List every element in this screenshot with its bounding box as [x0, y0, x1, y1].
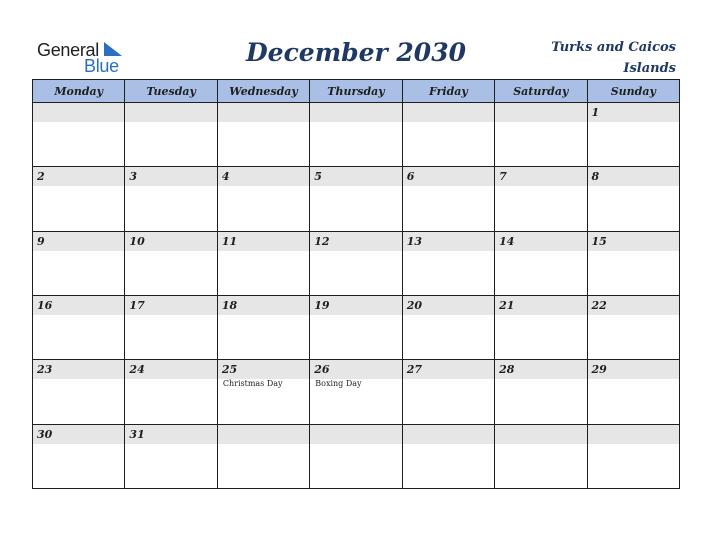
day-number: 14 [499, 234, 515, 248]
day-number-bar [125, 360, 216, 379]
day-number: 18 [221, 298, 238, 312]
holiday-label: Christmas Day [222, 379, 283, 389]
day-cell [125, 360, 217, 424]
day-cell [217, 167, 309, 231]
day-number-bar [310, 360, 401, 379]
day-cell [125, 103, 217, 167]
day-number-bar [588, 360, 679, 379]
day-cell [310, 360, 402, 424]
day-cell [587, 360, 679, 424]
day-cell [310, 231, 402, 295]
day-cell [587, 424, 679, 488]
day-cell [125, 295, 217, 359]
day-cell [217, 360, 309, 424]
day-number: 30 [37, 427, 53, 441]
day-cell [33, 424, 125, 488]
day-number: 6 [406, 170, 415, 184]
day-number-bar [33, 296, 124, 315]
day-number-bar [495, 296, 586, 315]
day-cell [217, 231, 309, 295]
day-cell [33, 103, 125, 167]
day-number-bar [125, 103, 216, 122]
day-number: 17 [129, 298, 145, 312]
calendar-title: December 2030 [245, 38, 466, 67]
day-number: 24 [129, 363, 145, 377]
day-cell [495, 424, 587, 488]
day-number: 9 [37, 234, 45, 248]
day-number: 13 [406, 234, 422, 248]
weekday-header: Monday [33, 80, 125, 103]
day-number: 7 [499, 170, 507, 184]
day-cell [402, 167, 494, 231]
week-row [33, 167, 680, 231]
day-number-bar [403, 425, 494, 444]
weekday-header: Wednesday [217, 80, 309, 103]
week-row [33, 103, 680, 167]
day-number: 1 [591, 106, 600, 119]
day-cell [402, 231, 494, 295]
day-number-bar [403, 360, 494, 379]
day-cell [587, 295, 679, 359]
day-number: 22 [591, 298, 607, 312]
day-number-bar [33, 103, 124, 122]
day-number-bar [403, 103, 494, 122]
day-number: 3 [129, 170, 138, 184]
day-cell [495, 103, 587, 167]
logo-triangle-icon [100, 42, 122, 57]
week-row [33, 295, 680, 359]
day-number: 16 [37, 298, 53, 312]
day-number-bar [218, 360, 309, 379]
day-cell [310, 424, 402, 488]
region-name: Turks and Caicos Islands [551, 40, 676, 76]
day-number: 27 [406, 363, 422, 377]
weekday-header: Friday [402, 80, 494, 103]
week-row [33, 231, 680, 295]
day-number-bar [125, 232, 216, 251]
day-number-bar [310, 167, 401, 186]
day-number-bar [310, 296, 401, 315]
day-number-bar [310, 103, 401, 122]
calendar-grid [32, 79, 680, 489]
day-number: 21 [499, 298, 515, 312]
day-number-bar [403, 167, 494, 186]
day-cell [125, 231, 217, 295]
day-number-bar [588, 103, 679, 122]
day-number: 25 [221, 363, 238, 377]
day-cell [310, 167, 402, 231]
generalblue-logo [37, 39, 132, 75]
day-number-bar [495, 425, 586, 444]
day-cell [125, 424, 217, 488]
day-cell [217, 424, 309, 488]
day-number: 12 [314, 234, 330, 248]
weekday-header: Thursday [310, 80, 402, 103]
day-cell [310, 103, 402, 167]
day-cell [33, 360, 125, 424]
day-cell [402, 424, 494, 488]
logo-word-general: General [37, 40, 99, 60]
day-number-bar [33, 167, 124, 186]
day-number-bar [218, 296, 309, 315]
day-number-bar [33, 232, 124, 251]
day-cell [310, 295, 402, 359]
day-number: 2 [37, 170, 45, 184]
day-number-bar [310, 232, 401, 251]
day-number-bar [218, 167, 309, 186]
day-number-bar [403, 232, 494, 251]
day-number: 28 [499, 363, 515, 377]
day-number: 15 [591, 234, 607, 248]
day-number: 10 [129, 234, 145, 248]
day-cell [495, 295, 587, 359]
day-number: 26 [314, 363, 330, 377]
day-cell [495, 360, 587, 424]
day-number-bar [33, 360, 124, 379]
day-number: 8 [591, 170, 600, 184]
day-cell [587, 231, 679, 295]
day-number-bar [125, 167, 216, 186]
day-number: 19 [314, 298, 330, 312]
day-number-bar [218, 425, 309, 444]
day-number-bar [588, 167, 679, 186]
weekday-header: Sunday [587, 80, 679, 103]
weekday-header: Saturday [495, 80, 587, 103]
day-number: 4 [221, 170, 230, 184]
day-number-bar [125, 425, 216, 444]
day-cell [33, 295, 125, 359]
day-cell [495, 231, 587, 295]
day-number: 11 [221, 234, 238, 248]
day-number-bar [495, 167, 586, 186]
day-number-bar [588, 425, 679, 444]
day-cell [587, 167, 679, 231]
weekday-header-row [33, 80, 680, 103]
day-number: 23 [37, 363, 53, 377]
day-number-bar [125, 296, 216, 315]
day-number-bar [495, 360, 586, 379]
day-cell [402, 360, 494, 424]
day-cell [217, 103, 309, 167]
day-cell [587, 103, 679, 167]
day-cell [495, 167, 587, 231]
day-number-bar [495, 232, 586, 251]
holiday-label: Boxing Day [315, 379, 362, 389]
day-number-bar [310, 425, 401, 444]
day-cell [125, 167, 217, 231]
week-row [33, 360, 680, 424]
day-cell [33, 167, 125, 231]
day-number-bar [218, 232, 309, 251]
weekday-header: Tuesday [125, 80, 217, 103]
day-number-bar [403, 296, 494, 315]
day-cell [402, 103, 494, 167]
day-cell [402, 295, 494, 359]
day-number: 31 [129, 427, 145, 441]
day-number: 5 [314, 170, 322, 184]
day-number: 29 [591, 363, 607, 377]
day-number-bar [588, 296, 679, 315]
day-number-bar [588, 232, 679, 251]
day-number-bar [218, 103, 309, 122]
day-number-bar [33, 425, 124, 444]
day-number: 20 [406, 298, 422, 312]
week-row [33, 424, 680, 488]
day-cell [33, 231, 125, 295]
day-number-bar [495, 103, 586, 122]
logo-word-blue: Blue [84, 56, 119, 76]
day-cell [217, 295, 309, 359]
